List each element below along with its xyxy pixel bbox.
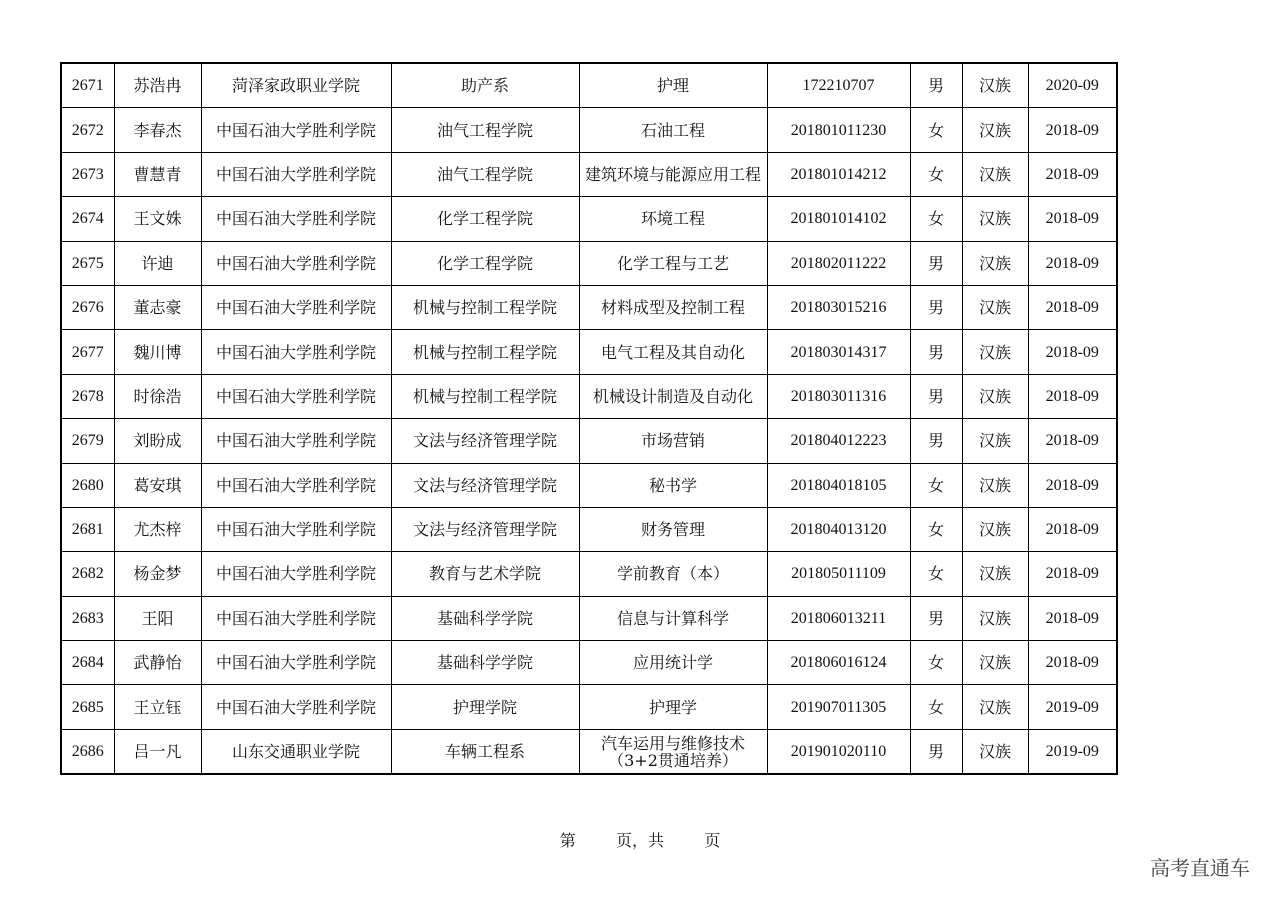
student-name-cell: 葛安琪 (114, 463, 201, 507)
department-cell: 文法与经济管理学院 (391, 507, 579, 551)
ethnicity-cell: 汉族 (962, 641, 1028, 685)
school-name-cell: 中国石油大学胜利学院 (201, 419, 391, 463)
ethnicity-cell: 汉族 (962, 729, 1028, 774)
enrollment-date-cell: 2018-09 (1028, 641, 1117, 685)
school-name-cell: 中国石油大学胜利学院 (201, 507, 391, 551)
major-cell: 建筑环境与能源应用工程 (579, 152, 767, 196)
major-cell: 信息与计算科学 (579, 596, 767, 640)
student-name-cell: 时徐浩 (114, 374, 201, 418)
school-name-cell: 中国石油大学胜利学院 (201, 152, 391, 196)
watermark-text: 高考直通车 (1150, 856, 1250, 880)
page-footer (0, 828, 1280, 851)
student-name-cell: 许迪 (114, 241, 201, 285)
ethnicity-cell: 汉族 (962, 596, 1028, 640)
enrollment-date-cell: 2018-09 (1028, 241, 1117, 285)
student-id-cell: 172210707 (767, 63, 910, 108)
table-row (61, 419, 1117, 463)
row-number-cell: 2686 (61, 729, 114, 774)
student-name-cell: 王立钰 (114, 685, 201, 729)
department-cell: 文法与经济管理学院 (391, 419, 579, 463)
school-name-cell: 山东交通职业学院 (201, 729, 391, 774)
major-cell: 汽车运用与维修技术（3+2贯通培养） (579, 729, 767, 774)
school-name-cell: 中国石油大学胜利学院 (201, 241, 391, 285)
major-cell: 石油工程 (579, 108, 767, 152)
student-id-cell: 201901020110 (767, 729, 910, 774)
gender-cell: 女 (910, 152, 962, 196)
student-name-cell: 吕一凡 (114, 729, 201, 774)
row-number-cell: 2677 (61, 330, 114, 374)
major-cell: 环境工程 (579, 197, 767, 241)
row-number-cell: 2675 (61, 241, 114, 285)
enrollment-date-cell: 2018-09 (1028, 552, 1117, 596)
table-row (61, 374, 1117, 418)
school-name-cell: 中国石油大学胜利学院 (201, 108, 391, 152)
student-name-cell: 尤杰梓 (114, 507, 201, 551)
enrollment-date-cell: 2018-09 (1028, 463, 1117, 507)
major-cell: 财务管理 (579, 507, 767, 551)
gender-cell: 男 (910, 241, 962, 285)
student-name-cell: 武静怡 (114, 641, 201, 685)
gender-cell: 男 (910, 63, 962, 108)
row-number-cell: 2678 (61, 374, 114, 418)
footer-page-prefix: 第 (559, 831, 576, 850)
student-name-cell: 曹慧青 (114, 152, 201, 196)
row-number-cell: 2673 (61, 152, 114, 196)
major-cell: 护理 (579, 63, 767, 108)
school-name-cell: 中国石油大学胜利学院 (201, 641, 391, 685)
major-cell: 机械设计制造及自动化 (579, 374, 767, 418)
gender-cell: 女 (910, 685, 962, 729)
row-number-cell: 2679 (61, 419, 114, 463)
school-name-cell: 中国石油大学胜利学院 (201, 596, 391, 640)
major-cell: 秘书学 (579, 463, 767, 507)
row-number-cell: 2681 (61, 507, 114, 551)
major-cell: 学前教育（本） (579, 552, 767, 596)
department-cell: 基础科学学院 (391, 641, 579, 685)
major-cell: 电气工程及其自动化 (579, 330, 767, 374)
student-name-cell: 王文姝 (114, 197, 201, 241)
gender-cell: 男 (910, 374, 962, 418)
gender-cell: 男 (910, 596, 962, 640)
footer-page-middle: 页，共 (615, 831, 664, 850)
table-row (61, 330, 1117, 374)
department-cell: 机械与控制工程学院 (391, 374, 579, 418)
row-number-cell: 2683 (61, 596, 114, 640)
department-cell: 文法与经济管理学院 (391, 463, 579, 507)
gender-cell: 女 (910, 641, 962, 685)
student-name-cell: 李春杰 (114, 108, 201, 152)
major-cell: 应用统计学 (579, 641, 767, 685)
student-id-cell: 201801011230 (767, 108, 910, 152)
row-number-cell: 2674 (61, 197, 114, 241)
table-row (61, 463, 1117, 507)
table-row (61, 507, 1117, 551)
row-number-cell: 2682 (61, 552, 114, 596)
enrollment-date-cell: 2018-09 (1028, 152, 1117, 196)
school-name-cell: 中国石油大学胜利学院 (201, 463, 391, 507)
gender-cell: 女 (910, 552, 962, 596)
row-number-cell: 2684 (61, 641, 114, 685)
department-cell: 油气工程学院 (391, 152, 579, 196)
major-cell: 化学工程与工艺 (579, 241, 767, 285)
table-row (61, 197, 1117, 241)
table-row (61, 641, 1117, 685)
student-id-cell: 201803011316 (767, 374, 910, 418)
department-cell: 机械与控制工程学院 (391, 285, 579, 329)
major-cell: 市场营销 (579, 419, 767, 463)
enrollment-date-cell: 2018-09 (1028, 197, 1117, 241)
enrollment-date-cell: 2020-09 (1028, 63, 1117, 108)
student-table (60, 62, 1118, 775)
school-name-cell: 中国石油大学胜利学院 (201, 685, 391, 729)
table-row (61, 285, 1117, 329)
table-row (61, 729, 1117, 774)
gender-cell: 男 (910, 285, 962, 329)
student-id-cell: 201801014212 (767, 152, 910, 196)
student-id-cell: 201803015216 (767, 285, 910, 329)
row-number-cell: 2672 (61, 108, 114, 152)
ethnicity-cell: 汉族 (962, 241, 1028, 285)
student-id-cell: 201804018105 (767, 463, 910, 507)
gender-cell: 男 (910, 419, 962, 463)
student-name-cell: 杨金梦 (114, 552, 201, 596)
student-id-cell: 201801014102 (767, 197, 910, 241)
school-name-cell: 中国石油大学胜利学院 (201, 197, 391, 241)
student-name-cell: 王阳 (114, 596, 201, 640)
gender-cell: 男 (910, 729, 962, 774)
department-cell: 基础科学学院 (391, 596, 579, 640)
major-cell: 护理学 (579, 685, 767, 729)
student-id-cell: 201803014317 (767, 330, 910, 374)
student-id-cell: 201907011305 (767, 685, 910, 729)
department-cell: 化学工程学院 (391, 197, 579, 241)
student-id-cell: 201804013120 (767, 507, 910, 551)
student-id-cell: 201805011109 (767, 552, 910, 596)
student-id-cell: 201806013211 (767, 596, 910, 640)
enrollment-date-cell: 2019-09 (1028, 685, 1117, 729)
row-number-cell: 2680 (61, 463, 114, 507)
school-name-cell: 中国石油大学胜利学院 (201, 552, 391, 596)
student-id-cell: 201804012223 (767, 419, 910, 463)
department-cell: 助产系 (391, 63, 579, 108)
department-cell: 护理学院 (391, 685, 579, 729)
ethnicity-cell: 汉族 (962, 374, 1028, 418)
table-row (61, 596, 1117, 640)
student-name-cell: 董志豪 (114, 285, 201, 329)
school-name-cell: 中国石油大学胜利学院 (201, 374, 391, 418)
enrollment-date-cell: 2018-09 (1028, 285, 1117, 329)
student-id-cell: 201806016124 (767, 641, 910, 685)
ethnicity-cell: 汉族 (962, 463, 1028, 507)
ethnicity-cell: 汉族 (962, 108, 1028, 152)
student-name-cell: 魏川博 (114, 330, 201, 374)
department-cell: 油气工程学院 (391, 108, 579, 152)
ethnicity-cell: 汉族 (962, 552, 1028, 596)
department-cell: 机械与控制工程学院 (391, 330, 579, 374)
row-number-cell: 2685 (61, 685, 114, 729)
ethnicity-cell: 汉族 (962, 63, 1028, 108)
gender-cell: 女 (910, 463, 962, 507)
row-number-cell: 2676 (61, 285, 114, 329)
ethnicity-cell: 汉族 (962, 507, 1028, 551)
gender-cell: 女 (910, 507, 962, 551)
row-number-cell: 2671 (61, 63, 114, 108)
ethnicity-cell: 汉族 (962, 197, 1028, 241)
ethnicity-cell: 汉族 (962, 419, 1028, 463)
table-row (61, 152, 1117, 196)
department-cell: 化学工程学院 (391, 241, 579, 285)
table-row (61, 241, 1117, 285)
enrollment-date-cell: 2018-09 (1028, 507, 1117, 551)
table-row (61, 552, 1117, 596)
table-row (61, 685, 1117, 729)
school-name-cell: 中国石油大学胜利学院 (201, 285, 391, 329)
table-row (61, 108, 1117, 152)
school-name-cell: 中国石油大学胜利学院 (201, 330, 391, 374)
ethnicity-cell: 汉族 (962, 285, 1028, 329)
enrollment-date-cell: 2018-09 (1028, 108, 1117, 152)
ethnicity-cell: 汉族 (962, 330, 1028, 374)
student-id-cell: 201802011222 (767, 241, 910, 285)
gender-cell: 男 (910, 330, 962, 374)
department-cell: 车辆工程系 (391, 729, 579, 774)
school-name-cell: 菏泽家政职业学院 (201, 63, 391, 108)
table-body (61, 63, 1117, 774)
student-name-cell: 苏浩冉 (114, 63, 201, 108)
gender-cell: 女 (910, 197, 962, 241)
enrollment-date-cell: 2018-09 (1028, 330, 1117, 374)
footer-page-suffix: 页 (704, 831, 721, 850)
enrollment-date-cell: 2018-09 (1028, 419, 1117, 463)
enrollment-date-cell: 2018-09 (1028, 374, 1117, 418)
major-cell: 材料成型及控制工程 (579, 285, 767, 329)
enrollment-date-cell: 2019-09 (1028, 729, 1117, 774)
ethnicity-cell: 汉族 (962, 152, 1028, 196)
enrollment-date-cell: 2018-09 (1028, 596, 1117, 640)
table-row (61, 63, 1117, 108)
ethnicity-cell: 汉族 (962, 685, 1028, 729)
department-cell: 教育与艺术学院 (391, 552, 579, 596)
student-name-cell: 刘盼成 (114, 419, 201, 463)
gender-cell: 女 (910, 108, 962, 152)
